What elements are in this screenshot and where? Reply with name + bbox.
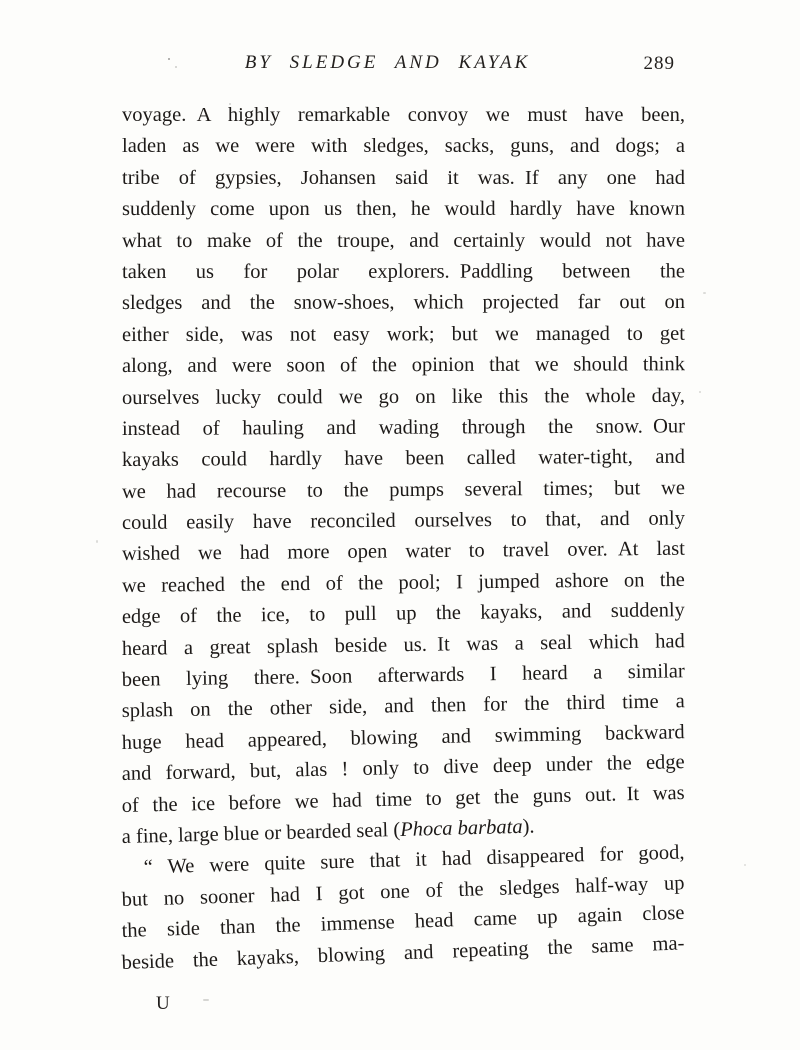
text-line: either side, was not easy work; but we managed to get — [121, 322, 686, 346]
text-line: we had recourse to the pumps several times; but we — [121, 476, 685, 503]
text-line: been lying there. Soon afterwards I heard a similar — [121, 660, 685, 692]
text-line: along, and were soon of the opinion that we should think — [121, 353, 686, 378]
text-line: but no sooner had I got one of the sledges half-way up — [121, 871, 685, 911]
text-line: beside the kayaks, blowing and repeating the same ma- — [121, 931, 685, 974]
text-line: ourselves lucky could we go on like this the whole day, — [121, 384, 685, 409]
text-line: we reached the end of the pool; I jumped ashore on the — [121, 568, 685, 597]
text-line: of the ice before we had time to get the guns out. It was — [121, 781, 685, 817]
scan-speckle — [203, 999, 209, 1001]
text-line: taken us for polar explorers. Paddling between the — [121, 260, 686, 283]
scan-speckle — [168, 58, 170, 60]
text-line: voyage. A highly remarkable convoy we must have been, — [122, 104, 685, 126]
text-line: instead of hauling and wading through the snow. Our — [121, 415, 685, 440]
species-name-italic: Phoca barbata — [399, 815, 523, 841]
scan-speckle — [699, 391, 701, 393]
text-line: huge head appeared, blowing and swimming backward — [121, 721, 685, 754]
text-line: suddenly come upon us then, he would hardly have known — [121, 197, 686, 221]
text-line: heard a great splash beside us. It was a seal which had — [121, 629, 685, 660]
scan-speckle — [175, 66, 177, 68]
text-line: splash on the other side, and then for the third time a — [121, 690, 685, 723]
scan-speckle — [744, 864, 746, 866]
text-line: laden as we were with sledges, sacks, guns, and dogs; a — [122, 135, 685, 158]
signature-mark: U — [156, 993, 170, 1014]
scan-speckle — [703, 292, 706, 294]
text-line: “ We were quite sure that it had disappeared for good, — [143, 841, 685, 879]
text-line: and forward, but, alas ! only to dive deep under the edge — [121, 751, 685, 786]
scan-speckle — [229, 103, 231, 105]
text-line: could easily have reconciled ourselves to that, and only — [121, 507, 685, 535]
text-line: the side than the immense head came up again close — [121, 901, 685, 943]
text-line: tribe of gypsies, Johansen said it was. If any one had — [121, 166, 686, 189]
scan-speckle — [506, 57, 508, 59]
text-line: sledges and the snow-shoes, which projected far out on — [121, 291, 686, 315]
page-number: 289 — [643, 53, 675, 74]
text-line: kayaks could hardly have been called water-tight, and — [121, 446, 685, 472]
body-text — [122, 100, 685, 979]
page-title: BY SLEDGE AND KAYAK — [244, 52, 531, 73]
text-segment: a fine, large blue or bearded seal ( — [121, 818, 401, 848]
text-line: what to make of the troupe, and certainly would not have — [121, 229, 686, 252]
running-header — [122, 52, 685, 82]
text-segment: ). — [522, 815, 535, 838]
scan-speckle — [96, 540, 98, 543]
text-line: edge of the ice, to pull up the kayaks, and suddenly — [121, 599, 685, 629]
text-line: wished we had more open water to travel over. At last — [121, 538, 685, 566]
